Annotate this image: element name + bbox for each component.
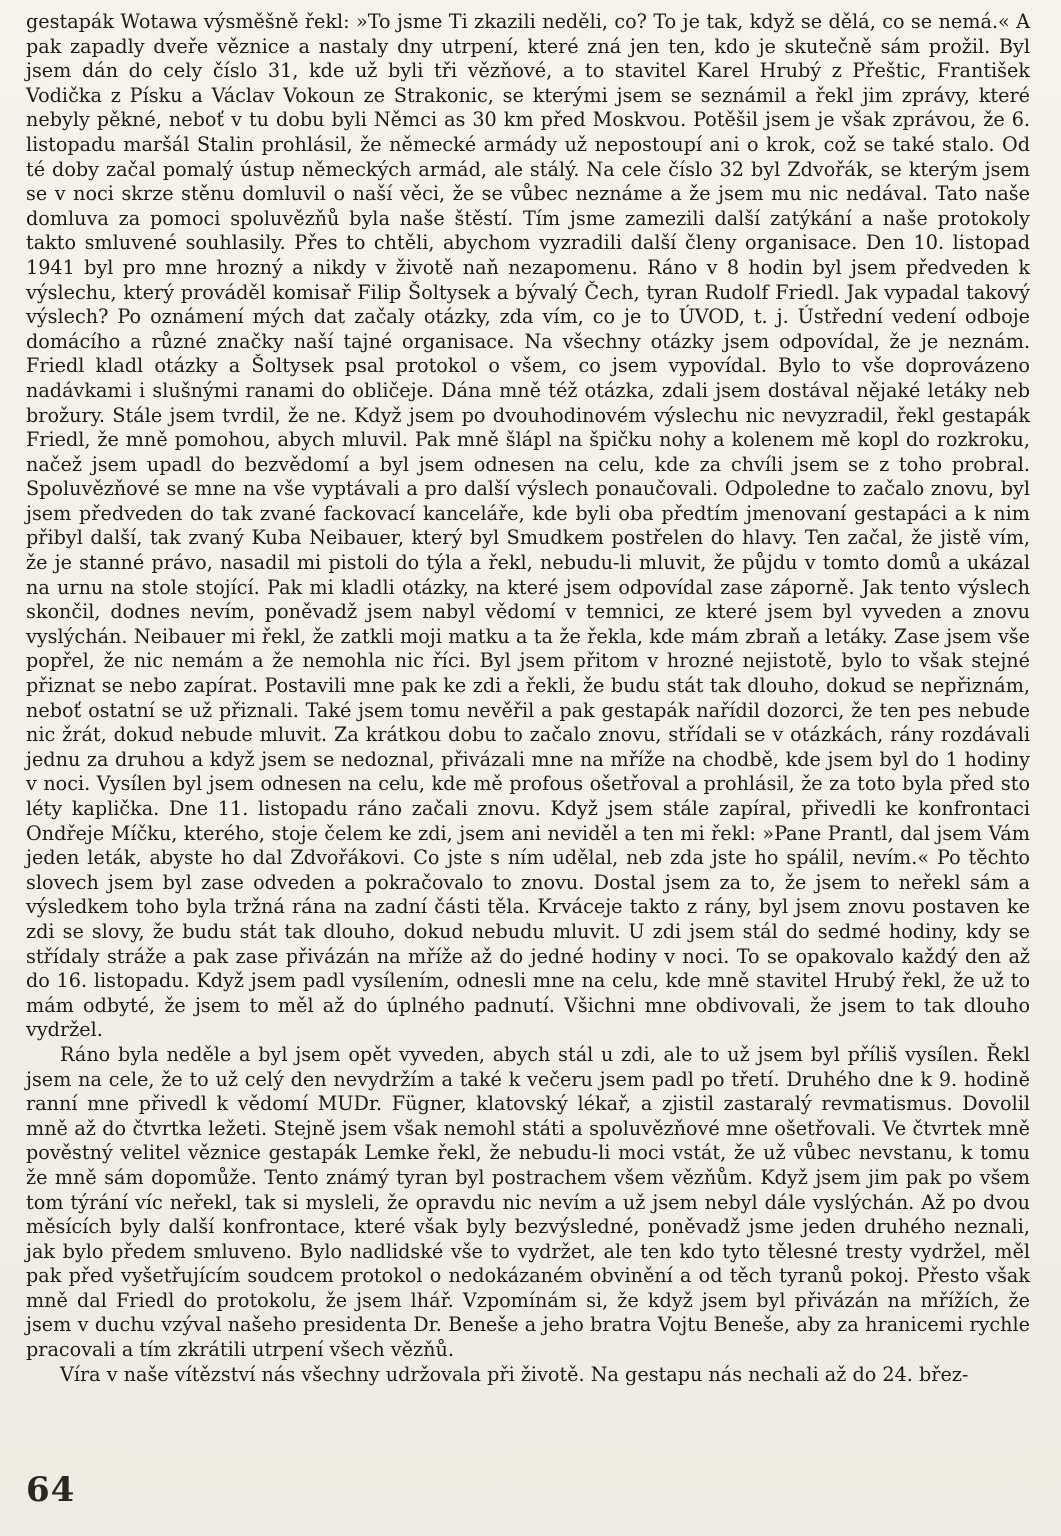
page-number: 64 bbox=[26, 1470, 76, 1510]
paragraph-faith: Víra v naše vítězství nás všechny udržovala při životě. Na gestapu nás nechali až do 24. břez- bbox=[60, 1362, 969, 1386]
body-text bbox=[26, 10, 1030, 1387]
paragraph-sunday: Ráno byla neděle a byl jsem opět vyveden, abych stál u zdi, ale to už jsem byl příliš vysílen. Řekl jsem na cele, že to už celý den nevydržím a také k večeru jsem padl po třetí. Druhého dne k 9. hodině ranní mne přivedl k vědomí MUDr. Fügner, klatovský lékař, a zjistil zastaralý revmatismus. Dovolil mně až do čtvrtka ležeti. Stejně jsem však nemohl státi a spoluvězňové mne ošetřovali. Ve čtvrtek mně pověstný velitel věznice gestapák Lemke řekl, že nebudu-li moci vstát, že už vůbec nevstanu, k tomu že mně sám dopomůže. Tento známý tyran byl postrachem všem vězňům. Když jsem jim pak po všem tom týrání víc neřekl, tak si mysleli, že opravdu nic nevím a už jsem nebyl dále vyslýchán. Až po dvou měsících byly další konfrontace, které však byly bezvýsledné, poněvadž jsme jeden druhého neznali, jak bylo předem smluveno. Bylo nadlidské vše to vydržet, ale ten kdo tyto tělesné tresty vydržel, měl pak před vyšetřujícím soudcem protokol o nedokázaném obvinění a od těch tyranů pokoj. Přesto však mně dal Friedl do protokolu, že jsem lhář. Vzpomínám si, že když jsem byl přivázán na mřížích, že jsem v duchu vzýval našeho presidenta Dr. Beneše a jeho bratra Vojtu Beneše, aby za hranicemi rychle pracovali a tím zkrátili utrpení všech vězňů. bbox=[26, 1042, 1030, 1362]
paragraph-interrogation: gestapák Wotawa výsměšně řekl: »To jsme Ti zkazili neděli, co? To je tak, když se dělá, co se nemá.« A pak zapadly dveře věznice a nastaly dny utrpení, které zná jen ten, kdo je skutečně sám prožil. Byl jsem dán do cely číslo 31, kde už byli tři vězňové, a to stavitel Karel Hrubý z Přeštic, František Vodička z Písku a Václav Vokoun ze Strakonic, se kterými jsem se seznámil a řekl jim zprávy, které nebyly pěkné, neboť v tu dobu byli Němci as 30 km před Moskvou. Potěšil jsem je však zprávou, že 6. listopadu maršál Stalin prohlásil, že německé armády už nepostoupí ani o krok, což se také stalo. Od té doby začal pomalý ústup německých armád, ale stálý. Na cele číslo 32 byl Zdvořák, se kterým jsem se v noci skrze stěnu domluvil o naší věci, že se vůbec neznáme a že jsem mu nic nedával. Tato naše domluva za pomoci spoluvězňů byla naše štěstí. Tím jsme zamezili další zatýkání a naše protokoly takto smluvené souhlasily. Přes to chtěli, abychom vyzradili další členy organisace. Den 10. listopad 1941 byl pro mne hrozný a nikdy v životě naň nezapomenu. Ráno v 8 hodin byl jsem předveden k výslechu, který prováděl komisař Filip Šoltysek a bývalý Čech, tyran Rudolf Friedl. Jak vypadal takový výslech? Po oznámení mých dat začaly otázky, zda vím, co je to ÚVOD, t. j. Ústřední vedení odboje domácího a různé značky naší tajné organisace. Na všechny otázky jsem odpovídal, že je neznám. Friedl kladl otázky a Šoltysek psal protokol o všem, co jsem vypovídal. Bylo to vše doprovázeno nadávkami i slušnými ranami do obličeje. Dána mně též otázka, zdali jsem dostával nějaké letáky neb brožury. Stále jsem tvrdil, že ne. Když jsem po dvouhodinovém výslechu nic nevyzradil, řekl gestapák Friedl, že mně pomohou, abych mluvil. Pak mně šlápl na špičku nohy a kolenem mě kopl do rozkroku, načež jsem upadl do bezvědomí a byl jsem odnesen na celu, kde za chvíli jsem se z toho probral. Spoluvězňové se mne na vše vyptávali a pro další výslech ponaučovali. Odpoledne to začalo znovu, byl jsem předveden do tak zvané fackovací kanceláře, kde byli oba předtím jmenovaní gestapáci a k nim přibyl další, tak zvaný Kuba Neibauer, který byl Smudkem postřelen do hlavy. Ten začal, že jistě vím, že je stanné právo, nasadil mi pistoli do týla a řekl, nebudu-li mluvit, že půjdu v tomto domů a ukázal na urnu na stole stojící. Pak mi kladli otázky, na které jsem odpovídal zase záporně. Jak tento výslech skončil, dodnes nevím, poněvadž jsem nabyl vědomí v temnici, ze které jsem byl vyveden a znovu vyslýchán. Neibauer mi řekl, že zatkli moji matku a ta že řekla, kde mám zbraň a letáky. Zase jsem vše popřel, že nic nemám a že nemohla nic říci. Byl jsem přitom v hrozné nejistotě, bylo to však stejné přiznat se nebo zapírat. Postavili mne pak ke zdi a řekli, že budu stát tak dlouho, dokud se nepřiznám, neboť ostatní se už přiznali. Také jsem tomu nevěřil a pak gestapák nařídil dozorci, že ten pes nebude nic žrát, dokud nebude mluvit. Za krátkou dobu to začalo znovu, střídali se v otázkách, rány rozdávali jednu za druhou a když jsem se nedoznal, přivázali mne na mříže na chodbě, kde jsem byl do 1 hodiny v noci. Vysílen byl jsem odnesen na celu, kde mě profous ošetřoval a prohlásil, že za toto byla před sto léty kaplička. Dne 11. listopadu ráno začali znovu. Když jsem stále zapíral, přivedli ke konfrontaci Ondřeje Míčku, kterého, stoje čelem ke zdi, jsem ani neviděl a ten mi řekl: »Pane Prantl, dal jsem Vám jeden leták, abyste ho dal Zdvořákovi. Co jste s ním udělal, neb zda jste ho spálil, nevím.« Po těchto slovech jsem byl zase odveden a pokračovalo to znovu. Dostal jsem za to, že jsem to neřekl sám a výsledkem toho byla tržná rána na zadní části těla. Krváceje takto z rány, byl jsem znovu postaven ke zdi se slovy, že budu stát tak dlouho, dokud nebudu mluvit. U zdi jsem stál do sedmé hodiny, kdy se střídaly stráže a pak zase přivázán na mříže až do jedné hodiny v noci. To se opakovalo každý den až do 16. listopadu. Když jsem padl vysílením, odnesli mne na celu, kde mně stavitel Hrubý řekl, že už to mám odbyté, že jsem to měl až do úplného padnutí. Všichni mne obdivovali, že jsem to tak dlouho vydržel. bbox=[26, 10, 1030, 1042]
